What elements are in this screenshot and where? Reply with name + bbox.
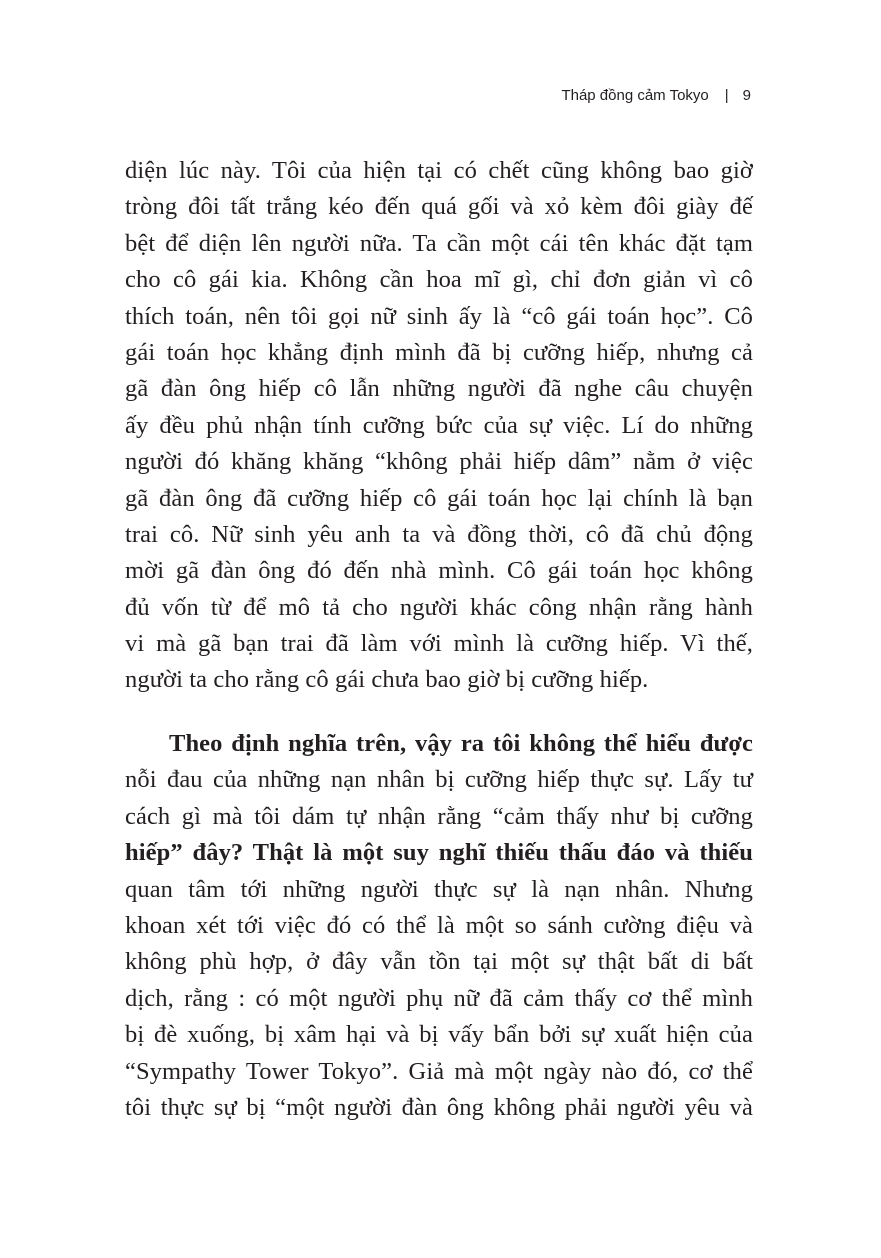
text-line: người đó khăng khăng “không phải hiếp dâm” nằm ở việc [125, 448, 753, 476]
text-line: cho cô gái kia. Không cần hoa mĩ gì, chỉ đơn giản vì cô [125, 266, 753, 294]
page-number: 9 [742, 87, 751, 104]
text-line: cách gì mà tôi dám tự nhận rằng “cảm thấy như bị cưỡng [125, 802, 753, 830]
text-line: thích toán, nên tôi gọi nữ sinh ấy là “cô gái toán học”. Cô [125, 302, 753, 330]
text-line: không phù hợp, ở đây vẫn tồn tại một sự thật bất di bất [125, 948, 753, 976]
text-line: gã đàn ông hiếp cô lẫn những người đã nghe câu chuyện [125, 375, 753, 403]
paragraph-1 [125, 153, 753, 699]
text-line: gã đàn ông đã cưỡng hiếp cô gái toán học lại chính là bạn [125, 484, 753, 512]
text-line: nỗi đau của những nạn nhân bị cưỡng hiếp thực sự. Lấy tư [125, 766, 753, 794]
text-line: tròng đôi tất trắng kéo đến quá gối và xỏ kèm đôi giày đế [125, 193, 753, 221]
text-line: diện lúc này. Tôi của hiện tại có chết cũng không bao giờ [125, 157, 753, 184]
text-line: khoan xét tới việc đó có thể là một so sánh cường điệu và [125, 911, 753, 939]
paragraph-2 [125, 726, 753, 1126]
text-line: hiếp” đây? Thật là một suy nghĩ thiếu thấu đáo và thiếu [125, 839, 753, 867]
text-line: Theo định nghĩa trên, vậy ra tôi không thể hiểu được [169, 730, 753, 757]
header-separator: | [724, 87, 729, 104]
text-line: gái toán học khẳng định mình đã bị cưỡng hiếp, nhưng cả [125, 338, 753, 366]
text-line: vi mà gã bạn trai đã làm với mình là cưỡng hiếp. Vì thế, [125, 630, 753, 658]
text-line: người ta cho rằng cô gái chưa bao giờ bị cưỡng hiếp. [125, 666, 649, 694]
text-line: bệt để diện lên người nữa. Ta cần một cái tên khác đặt tạm [125, 229, 753, 257]
text-line: mời gã đàn ông đó đến nhà mình. Cô gái toán học không [125, 557, 753, 585]
text-line: “Sympathy Tower Tokyo”. Giả mà một ngày nào đó, cơ thể [125, 1057, 753, 1085]
book-title: Tháp đồng cảm Tokyo [561, 87, 709, 104]
text-line: quan tâm tới những người thực sự là nạn nhân. Nhưng [125, 875, 753, 903]
text-line: dịch, rằng : có một người phụ nữ đã cảm thấy cơ thể mình [125, 984, 753, 1012]
text-line: tôi thực sự bị “một người đàn ông không phải người yêu và [125, 1093, 753, 1121]
text-line: trai cô. Nữ sinh yêu anh ta và đồng thời, cô đã chủ động [125, 520, 753, 548]
text-line: ấy đều phủ nhận tính cưỡng bức của sự việc. Lí do những [125, 411, 753, 439]
text-line: đủ vốn từ để mô tả cho người khác công nhận rằng hành [125, 593, 753, 621]
text-line: bị đè xuống, bị xâm hại và bị vấy bẩn bởi sự xuất hiện của [125, 1021, 753, 1049]
running-header [561, 87, 751, 104]
